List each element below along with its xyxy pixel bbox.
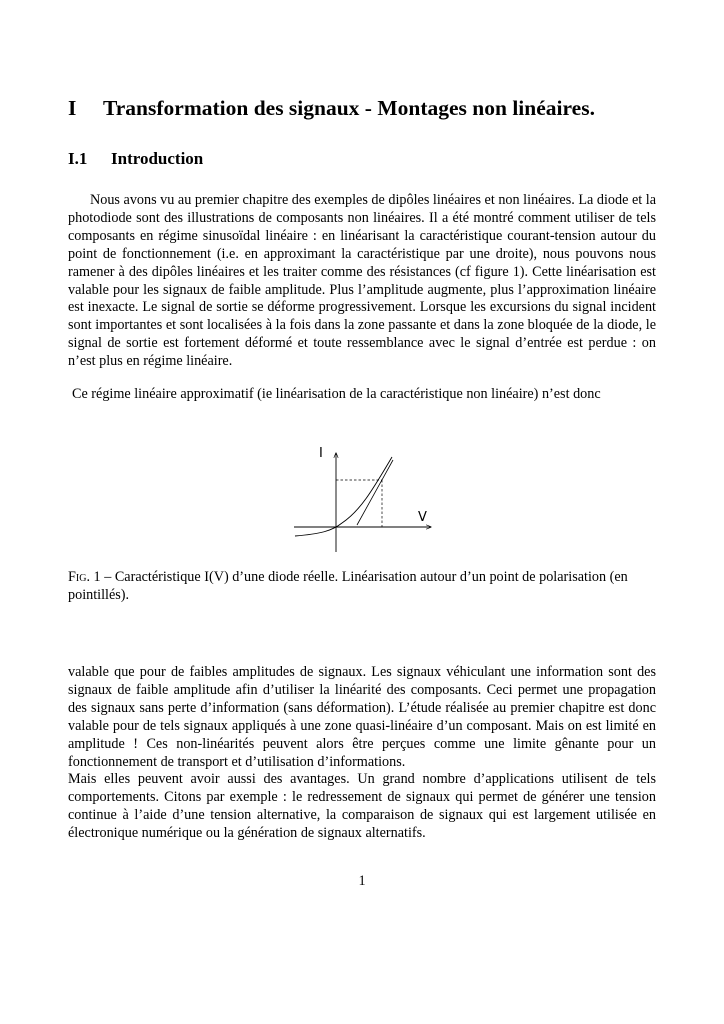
y-axis-label: I [319,446,323,461]
paragraph-applications: Mais elles peuvent avoir aussi des avantages. Un grand nombre d’applications utilisent de tels comportements. Citons par exemple : le redressement de signaux qui permet de générer une tension continue à l’aide d’une tension alternative, la comparaison de signaux qui est largement utilisée en électronique numérique ou la génération de signaux alternatifs. [68,771,656,841]
subsection-title-text: Introduction [111,149,204,168]
paragraph-intro: Nous avons vu au premier chapitre des exemples de dipôles linéaires et non linéaires. La diode et la photodiode sont des illustrations de composants non linéaires. Il a été montré comment utiliser de tels composants en régime sinusoïdal linéaire : en linéarisant la caractéristique courant-tension autour du point de fonctionnement (i.e. en approximant la caractéristique par une droite), nous pouvons nous ramener à des dipôles linéaires et les traiter comme des résistances (cf figure 1). Cette linéarisation est valable pour les signaux de faible amplitude. Plus l’amplitude augmente, plus l’approximation linéaire est inexacte. Le signal de sortie se déforme progressivement. Lorsque les excursions du signal incident sont importantes et sont localisées à la fois dans la zone passante et dans la zone bloquée de la diode, le signal de sortie est fortement déformé et toute ressemblance avec le signal d’entrée est perdue : on n’est plus en régime linéaire. [68,192,656,370]
figure-caption-label: Fig. 1 [68,569,101,585]
diode-characteristic-figure [290,441,440,556]
subsection-title [68,149,203,169]
section-title-text: Transformation des signaux - Montages non linéaires. [103,96,595,120]
figure-caption [68,569,656,605]
figure-caption-text: – Caractéristique I(V) d’une diode réelle. Linéarisation autour d’un point de polarisation (en pointillés). [68,569,628,603]
paragraph-continuation-start: Ce régime linéaire approximatif (ie linéarisation de la caractéristique non linéaire) n’est donc [72,386,601,402]
subsection-number: I.1 [68,149,88,168]
paragraph-continuation: valable que pour de faibles amplitudes de signaux. Les signaux véhiculant une information sont des signaux de faible amplitude afin d’utiliser la linéarité des composants. Ceci permet une propagation des signaux sans perte d’information (sans déformation). L’étude réalisée au premier chapitre est donc valable pour de tels signaux appliqués à une zone quasi-linéaire d’un composant. Mais on est limité en amplitude ! Ces non-linéarités peuvent alors être perçues comme une limite gênante pour un fonctionnement de transport et d’utilisation d’informations. [68,664,656,770]
page-number: 1 [358,873,366,889]
x-axis-label: V [418,510,427,525]
section-number: I [68,96,77,120]
diode-curve [295,457,392,536]
tangent-line [357,460,393,525]
section-title [68,96,595,121]
